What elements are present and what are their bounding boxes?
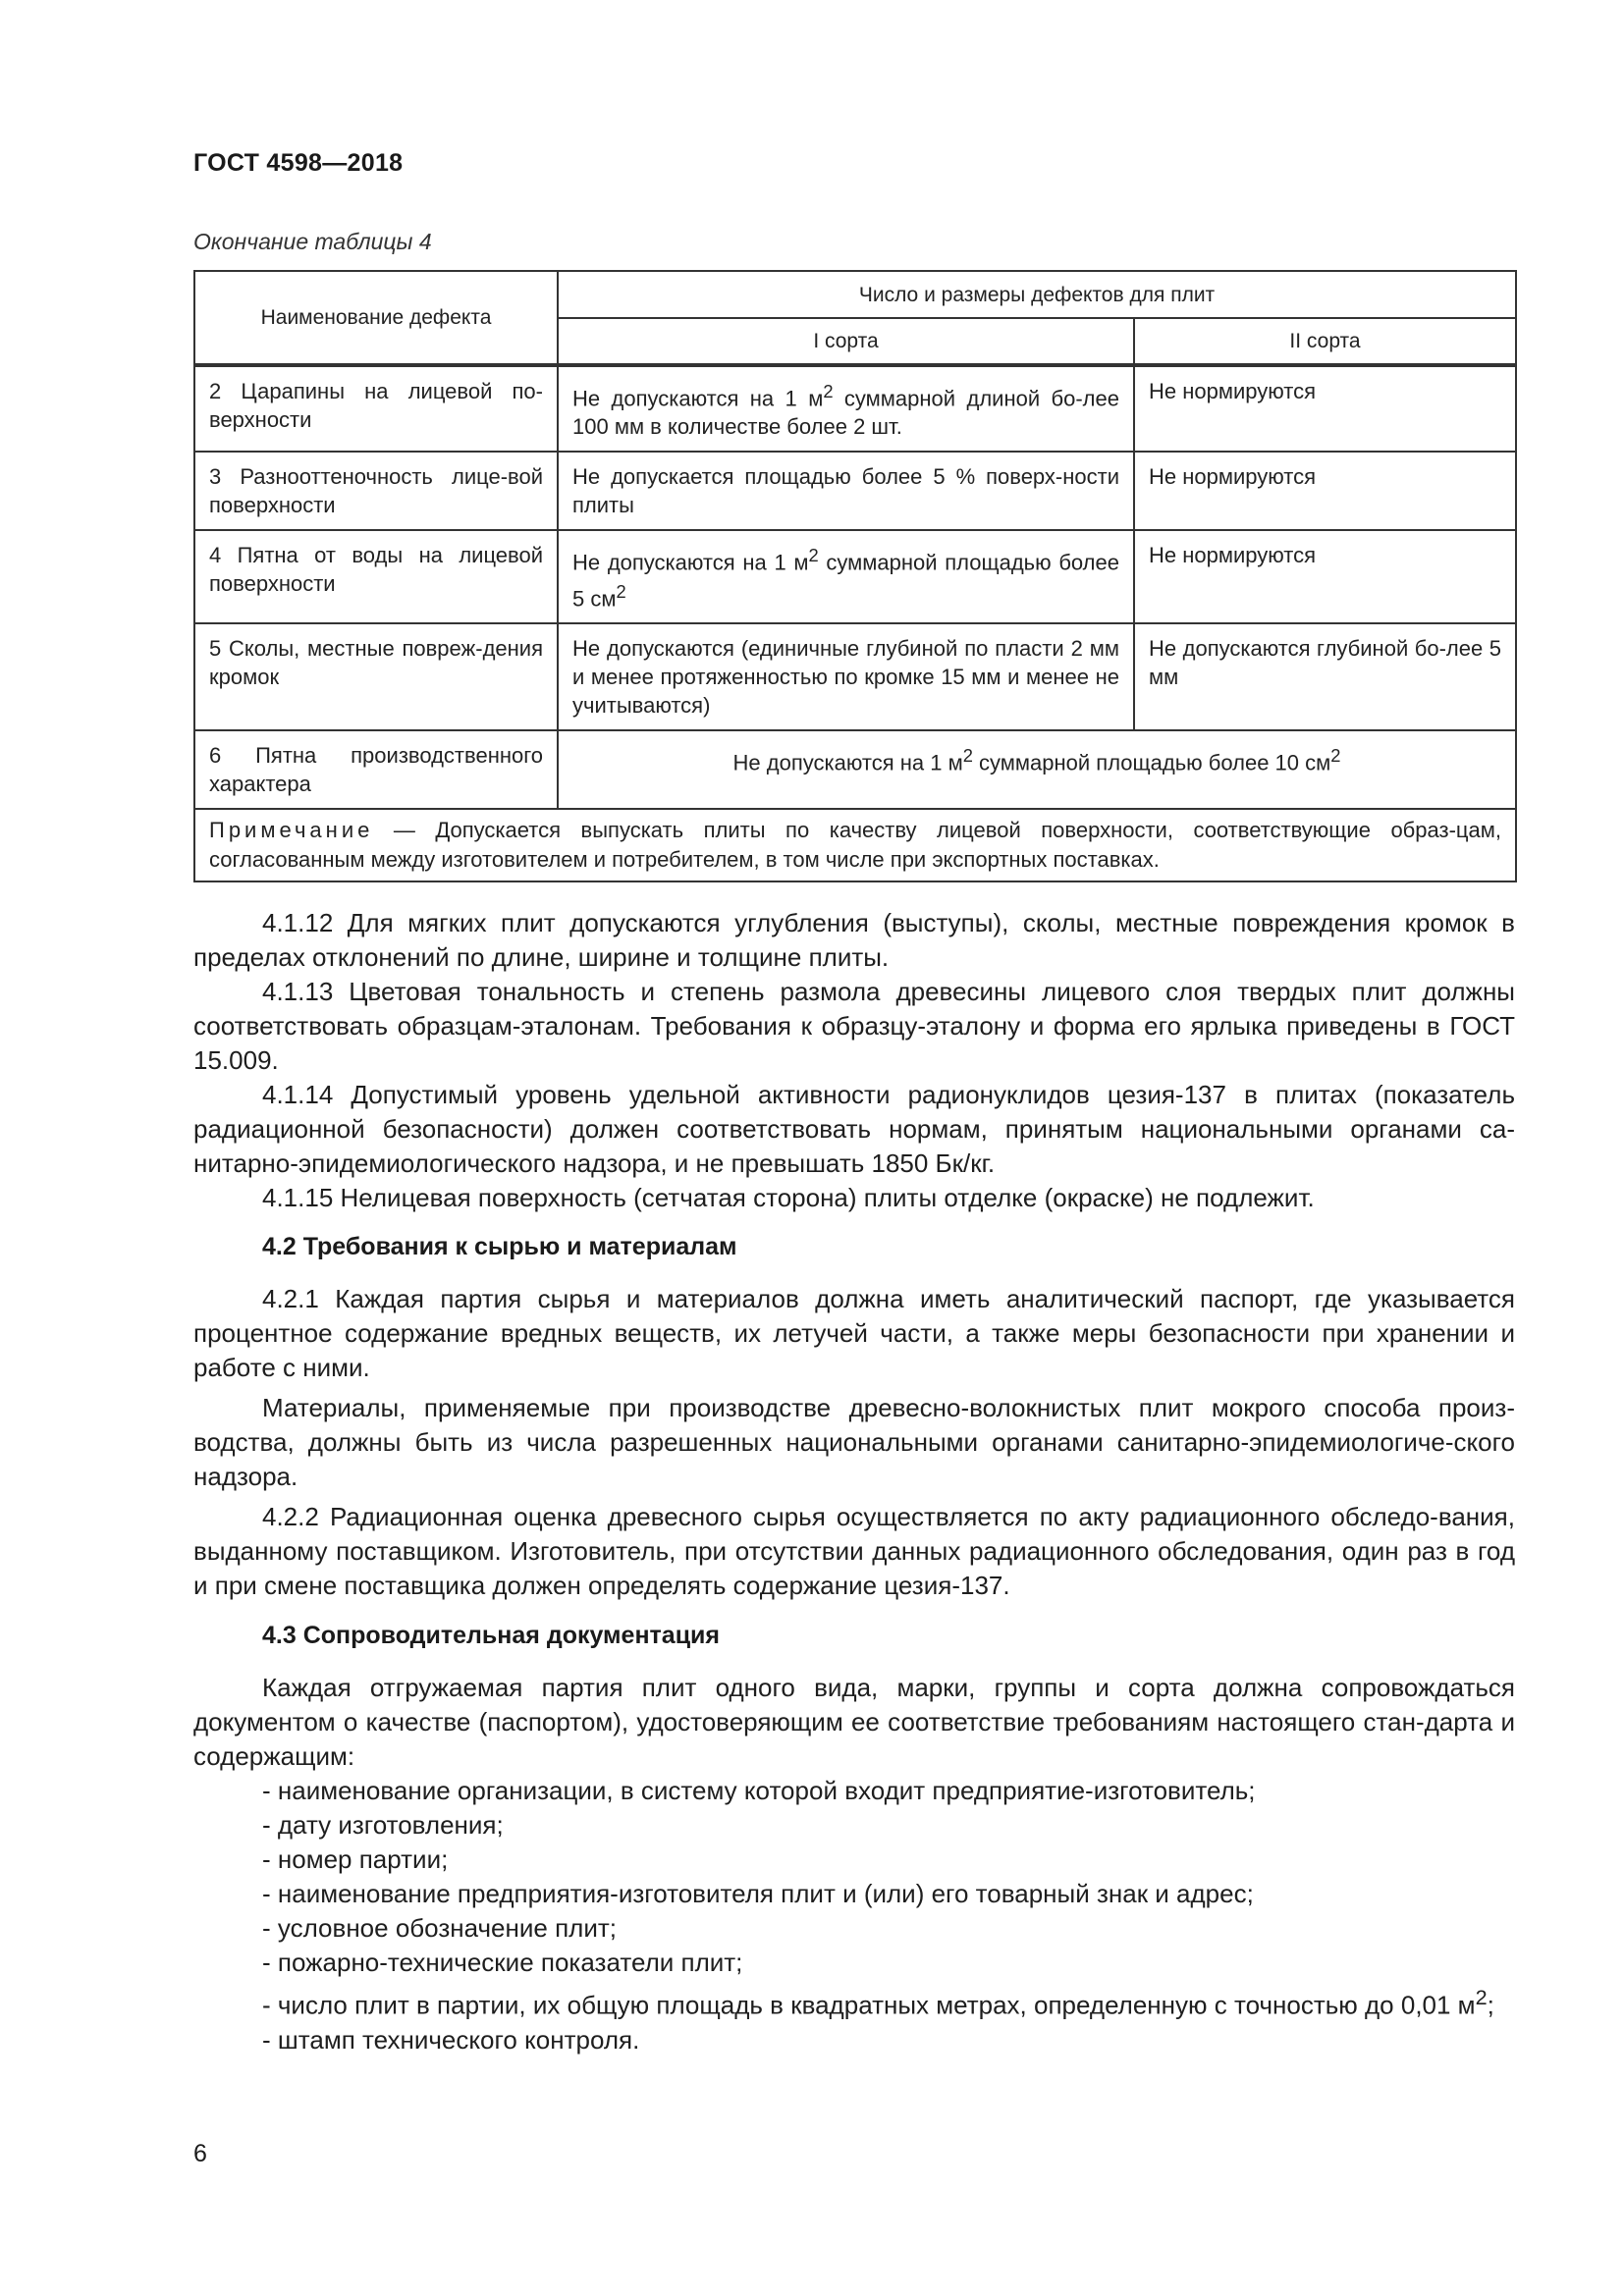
paragraph-4-1-15: 4.1.15 Нелицевая поверхность (сетчатая сторона) плиты отделке (окраске) не подлежит. bbox=[262, 1183, 1315, 1212]
paragraph-materials: Материалы, применяемые при производстве древесно-волокнистых плит мокрого способа произ-водства, должны быть из числа разрешенных национальными органами санитарно-эпидемиологиче-ского надзора. bbox=[193, 1393, 1515, 1491]
header-defect-name: Наименование дефекта bbox=[194, 271, 558, 365]
note-text: — Допускается выпускать плиты по качеству лицевой поверхности, соответствующие образ-цам, согласованным между изготовителем и потребителем, в том числе при экспортных поставках. bbox=[209, 817, 1501, 872]
grade-2-cell: Не нормируются bbox=[1134, 530, 1516, 623]
list-item: - наименование организации, в систему которой входит предприятие-изготовитель; bbox=[262, 1776, 1256, 1805]
header-grade-2: II сорта bbox=[1134, 318, 1516, 365]
defects-table bbox=[193, 270, 1517, 882]
table-header-row bbox=[194, 271, 1516, 318]
paragraph-4-1-12: 4.1.12 Для мягких плит допускаются углубления (выступы), сколы, местные повреждения кромок в пределах отклонений по длине, ширине и толщине плиты. bbox=[193, 908, 1515, 972]
table-note-row bbox=[194, 809, 1516, 881]
table-row bbox=[194, 730, 1516, 809]
table-row bbox=[194, 530, 1516, 623]
merged-grade-cell: Не допускаются на 1 $м^2$ суммарной площадью более 10 $см^2$ bbox=[558, 730, 1516, 809]
list-item: - дату изготовления; bbox=[262, 1810, 504, 1840]
grade-1-cell: Не допускаются на 1 $м^2$ суммарной площадью более 5 $см^2$ bbox=[558, 530, 1134, 623]
list-item: - наименование предприятия-изготовителя плит и (или) его товарный знак и адрес; bbox=[262, 1879, 1254, 1908]
defect-name-cell: 5 Сколы, местные повреж-дения кромок bbox=[194, 623, 558, 730]
list-item: - номер партии; bbox=[262, 1844, 449, 1874]
list-item: - условное обозначение плит; bbox=[262, 1913, 617, 1943]
grade-1-cell: Не допускаются (единичные глубиной по пласти 2 мм и менее протяженностью по кромке 15 мм и менее не учитываются) bbox=[558, 623, 1134, 730]
document-id-header: ГОСТ 4598—2018 bbox=[193, 149, 404, 177]
section-4-3-body bbox=[193, 1671, 1515, 2057]
table-caption: Окончание таблицы 4 bbox=[193, 229, 432, 254]
table-note bbox=[194, 809, 1516, 881]
defect-name-cell: 3 Разнооттеночность лице-вой поверхности bbox=[194, 452, 558, 530]
page-number: 6 bbox=[193, 2140, 207, 2167]
grade-2-cell: Не нормируются bbox=[1134, 452, 1516, 530]
header-defect-count: Число и размеры дефектов для плит bbox=[558, 271, 1516, 318]
defect-name-cell: 4 Пятна от воды на лицевой поверхности bbox=[194, 530, 558, 623]
table-row bbox=[194, 623, 1516, 730]
section-heading-4-2: 4.2 Требования к сырью и материалам bbox=[262, 1233, 737, 1260]
list-item: - штамп технического контроля. bbox=[262, 2024, 640, 2055]
paragraph-4-3-intro: Каждая отгружаемая партия плит одного вида, марки, группы и сорта должна сопровождаться документом о качестве (паспортом), удостоверяющим ее соответствие требованиям настоящего стан-дарта и содержащим: bbox=[193, 1673, 1515, 1771]
grade-1-cell: Не допускается площадью более 5 % поверх-ности плиты bbox=[558, 452, 1134, 530]
paragraph-4-1-14: 4.1.14 Допустимый уровень удельной активности радионуклидов цезия-137 в плитах (показатель радиационной безопасности) должен соответствовать нормам, принятым национальными органами са-нитарно-эпидемиологического надзора, и не превышать 1850 Бк/кг. bbox=[193, 1080, 1515, 1178]
table-row bbox=[194, 365, 1516, 452]
header-grade-1: I сорта bbox=[558, 318, 1134, 365]
grade-2-cell: Не нормируются bbox=[1134, 365, 1516, 452]
note-label: Примечание bbox=[209, 817, 374, 842]
defect-name-cell: 6 Пятна производственного характера bbox=[194, 730, 558, 809]
list-item: - число плит в партии, их общую площадь в квадратных метрах, определенную с точностью до 0,01 $м^2$; bbox=[262, 1985, 1494, 2020]
grade-1-cell: Не допускаются на 1 $м^2$ суммарной длиной бо-лее 100 мм в количестве более 2 шт. bbox=[558, 365, 1134, 452]
paragraph-4-2-1: 4.2.1 Каждая партия сырья и материалов должна иметь аналитический паспорт, где указывается процентное содержание вредных веществ, их летучей части, а также меры безопасности при хранении и работе с ними. bbox=[193, 1284, 1515, 1382]
table-row bbox=[194, 452, 1516, 530]
defect-name-cell: 2 Царапины на лицевой по-верхности bbox=[194, 365, 558, 452]
paragraph-4-2-2: 4.2.2 Радиационная оценка древесного сырья осуществляется по акту радиационного обследо-вания, выданному поставщиком. Изготовитель, при отсутствии данных радиационного обследования, один раз в год и при смене поставщика должен определять содержание цезия-137. bbox=[193, 1502, 1515, 1600]
section-4-2-body bbox=[193, 1282, 1515, 1603]
clauses-4-1 bbox=[193, 906, 1515, 1215]
list-item: - пожарно-технические показатели плит; bbox=[262, 1948, 743, 1977]
section-heading-4-3: 4.3 Сопроводительная документация bbox=[262, 1622, 721, 1649]
grade-2-cell: Не допускаются глубиной бо-лее 5 мм bbox=[1134, 623, 1516, 730]
passport-contents-list bbox=[193, 1774, 1515, 2057]
paragraph-4-1-13: 4.1.13 Цветовая тональность и степень размола древесины лицевого слоя твердых плит должны соответствовать образцам-эталонам. Требования к образцу-эталону и форма его ярлыка приведены в ГОСТ 15.009. bbox=[193, 977, 1515, 1075]
